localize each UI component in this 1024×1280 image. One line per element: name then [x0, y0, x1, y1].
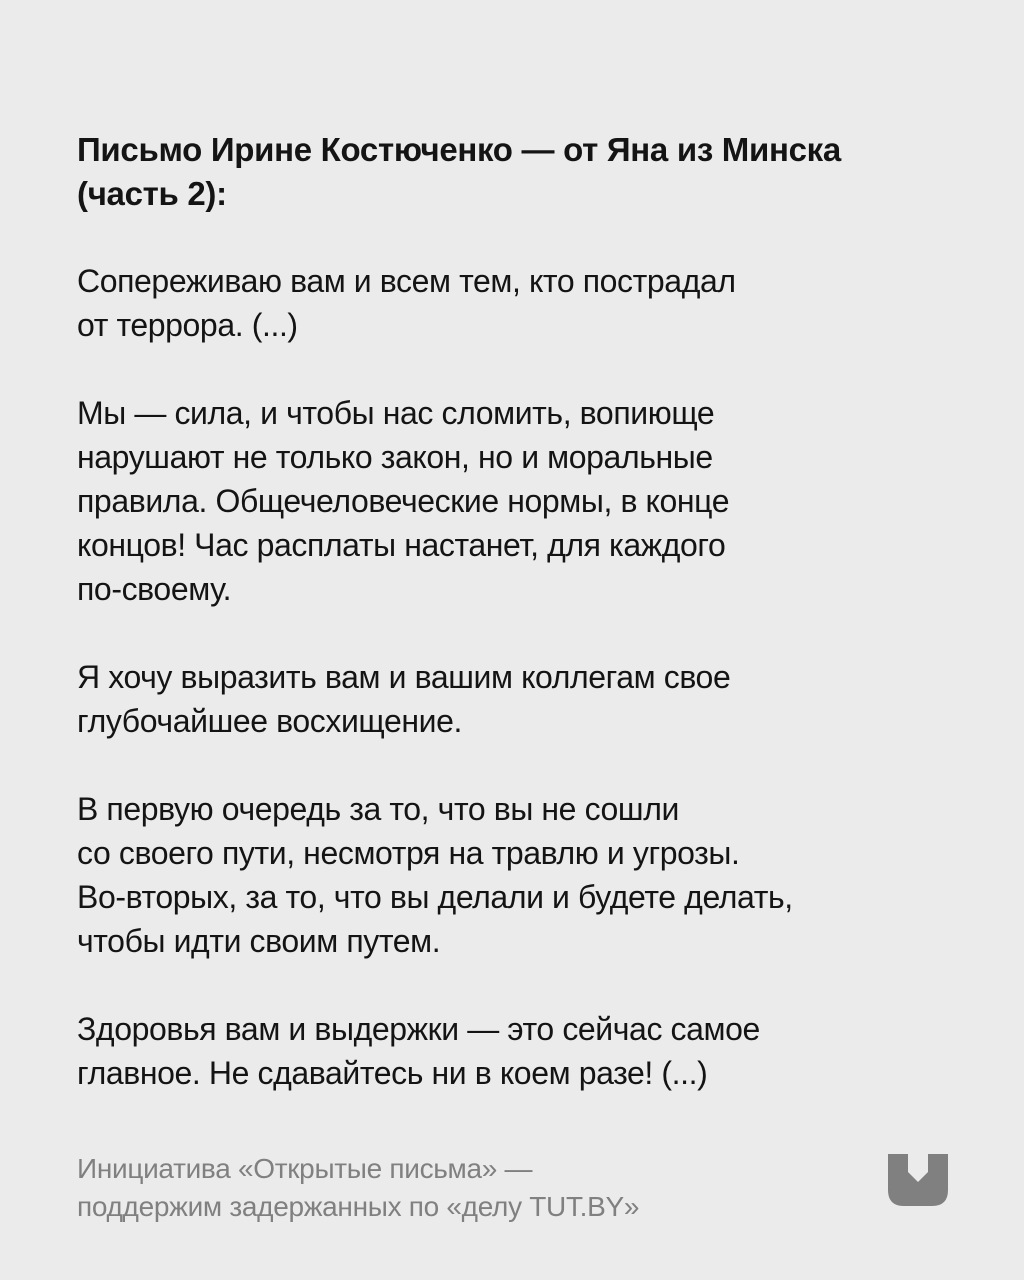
title-line: Письмо Ирине Костюченко — от Яна из Минска [77, 131, 841, 168]
paragraph-line: нарушают не только закон, но и моральные [77, 439, 713, 475]
footer-line: Инициатива «Открытые письма» — [77, 1153, 533, 1184]
paragraph-line: правила. Общечеловеческие нормы, в конце [77, 483, 730, 519]
paragraph-line: со своего пути, несмотря на травлю и угрозы. [77, 835, 740, 871]
paragraph-line: Во-вторых, за то, что вы делали и будете делать, [77, 879, 793, 915]
paragraph-line: от террора. (...) [77, 307, 298, 343]
paragraph-1 [77, 259, 957, 347]
footer-line: поддержим задержанных по «делу TUT.BY» [77, 1191, 640, 1222]
paragraph-line: Здоровья вам и выдержки — это сейчас самое [77, 1011, 760, 1047]
paragraph-line: по-своему. [77, 571, 232, 607]
paragraph-line: Мы — сила, и чтобы нас сломить, вопиюще [77, 395, 715, 431]
paragraph-2 [77, 391, 957, 611]
letter-content [77, 128, 957, 1139]
paragraph-5 [77, 1007, 957, 1095]
letter-title [77, 128, 957, 216]
paragraph-line: В первую очередь за то, что вы не сошли [77, 791, 679, 827]
title-line: (часть 2): [77, 175, 227, 212]
paragraph-4 [77, 787, 957, 963]
shield-check-logo-icon [886, 1150, 950, 1208]
initiative-footer [77, 1150, 837, 1226]
paragraph-line: глубочайшее восхищение. [77, 703, 463, 739]
paragraph-line: чтобы идти своим путем. [77, 923, 441, 959]
paragraph-line: Сопереживаю вам и всем тем, кто пострадал [77, 263, 736, 299]
paragraph-line: главное. Не сдавайтесь ни в коем разе! (...) [77, 1055, 708, 1091]
paragraph-3 [77, 655, 957, 743]
paragraph-line: концов! Час расплаты настанет, для каждого [77, 527, 726, 563]
paragraph-line: Я хочу выразить вам и вашим коллегам свое [77, 659, 731, 695]
